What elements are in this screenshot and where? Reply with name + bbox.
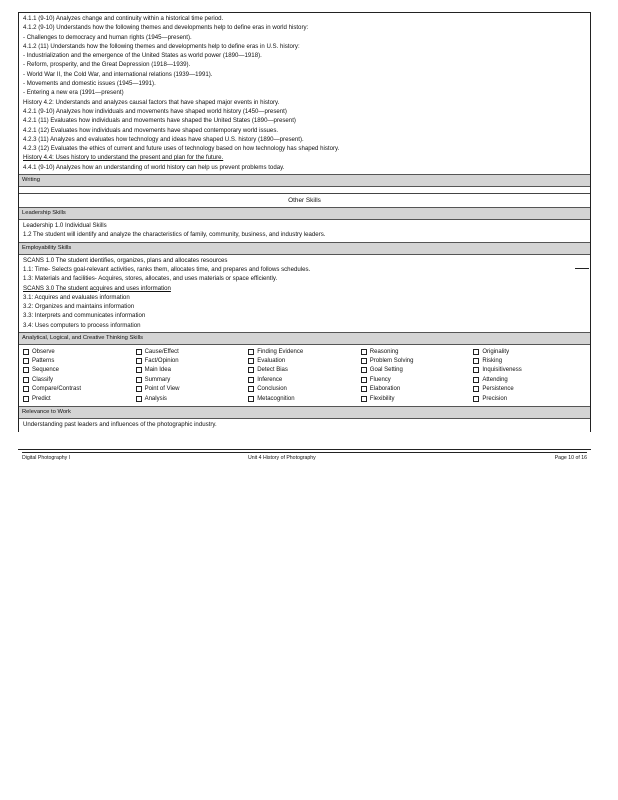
employability-standard-line: 3.4: Uses computers to process information — [23, 321, 141, 329]
history-standard-line: - Entering a new era (1991—present) — [23, 89, 124, 97]
employability-band: Employability Skills — [19, 242, 590, 255]
checklist-item-label: Point of View — [144, 386, 180, 393]
page-footer — [22, 452, 587, 463]
employability-section — [19, 255, 590, 332]
leadership-standard-line: Leadership 1.0 Individual Skills — [23, 222, 107, 230]
employability-standard-line: SCANS 1.0 The student identifies, organizes, plans and allocates resources — [23, 256, 228, 264]
checklist-item-label: Originality — [482, 348, 510, 355]
checklist-item-label: Main Idea — [144, 367, 171, 374]
checkbox[interactable] — [361, 386, 367, 392]
checklist-item-label: Problem Solving — [369, 358, 414, 365]
checkbox[interactable] — [248, 367, 254, 373]
checklist-item[interactable] — [248, 375, 361, 384]
checklist-item[interactable] — [136, 356, 249, 365]
checklist-item-label: Reasoning — [369, 348, 399, 355]
checklist-item[interactable] — [248, 356, 361, 365]
checklist-item-label: Summary — [144, 376, 171, 383]
checklist-item[interactable] — [248, 347, 361, 356]
checklist-item[interactable] — [136, 394, 249, 403]
checkbox[interactable] — [473, 386, 479, 392]
leadership-section — [19, 220, 590, 242]
history-standard-line: 4.2.1 (12) Evaluates how individuals and movements have shaped contemporary world issues. — [23, 126, 279, 134]
checkbox[interactable] — [136, 349, 142, 355]
checklist-item-label: Analysis — [144, 395, 167, 402]
checkbox[interactable] — [136, 367, 142, 373]
checklist-item-label: Metacognition — [257, 395, 295, 402]
checklist-item[interactable] — [361, 394, 474, 403]
checkbox[interactable] — [361, 396, 367, 402]
checklist-item-label: Cause/Effect — [144, 348, 179, 355]
history-standard-line: History 4.4: Uses history to understand the present and plan for the future. — [23, 154, 224, 162]
checkbox[interactable] — [248, 396, 254, 402]
checkbox[interactable] — [248, 349, 254, 355]
footer-page-number: Page 10 of 16 — [554, 455, 587, 461]
checklist-item[interactable] — [136, 347, 249, 356]
checkbox[interactable] — [361, 358, 367, 364]
checklist-item-label: Precision — [482, 395, 508, 402]
checklist-item-label: Observe — [32, 348, 55, 355]
employability-standard-line: 3.1: Acquires and evaluates information — [23, 293, 130, 301]
relevance-band: Relevance to Work — [19, 406, 590, 419]
thinking-skills-band: Analytical, Logical, and Creative Thinking Skills — [19, 332, 590, 345]
checkbox[interactable] — [473, 367, 479, 373]
history-standard-line: 4.4.1 (9-10) Analyzes how an understanding of world history can help us prevent problems today. — [23, 163, 285, 171]
employability-standard-line: 1.1: Time- Selects goal-relevant activities, ranks them, allocates time, and prepares and follows schedules. — [23, 265, 311, 273]
checkbox[interactable] — [23, 367, 29, 373]
checklist-item-label: Attending — [482, 376, 508, 383]
history-standard-line: 4.2.3 (11) Analyzes and evaluates how technology and ideas have shaped U.S. history (1890—present). — [23, 135, 304, 143]
employability-standard-line: 3.2: Organizes and maintains information — [23, 303, 135, 311]
checklist-item-label: Compare/Contrast — [32, 386, 82, 393]
checklist-item[interactable] — [473, 385, 586, 394]
checklist-item[interactable] — [23, 347, 136, 356]
checklist-item-label: Detect Bias — [257, 367, 288, 374]
checklist-item[interactable] — [136, 375, 249, 384]
writing-band: Writing — [19, 174, 590, 187]
checkbox[interactable] — [248, 377, 254, 383]
checkbox[interactable] — [23, 358, 29, 364]
checkbox[interactable] — [361, 377, 367, 383]
checklist-item[interactable] — [248, 385, 361, 394]
checklist-item[interactable] — [473, 347, 586, 356]
checklist-item[interactable] — [23, 356, 136, 365]
checklist-item-label: Fact/Opinion — [144, 358, 179, 365]
checklist-item[interactable] — [23, 385, 136, 394]
checkbox[interactable] — [361, 349, 367, 355]
history-standard-line: 4.2.1 (11) Evaluates how individuals and movements have shaped the United States (1890—present) — [23, 117, 296, 125]
history-standard-line: - Reform, prosperity, and the Great Depression (1918—1939). — [23, 61, 191, 69]
checklist-item-label: Inference — [257, 376, 283, 383]
checklist-item-label: Elaboration — [369, 386, 401, 393]
history-standard-line: - Challenges to democracy and human rights (1945—present). — [23, 33, 192, 41]
leadership-standard-line: 1.2 The student will identify and analyze the characteristics of family, community, business, and industry leaders. — [23, 231, 326, 239]
checkbox[interactable] — [136, 396, 142, 402]
history-standard-line: 4.2.3 (12) Evaluates the ethics of current and future uses of technology based on how technology has shaped history. — [23, 145, 340, 153]
history-standard-line: 4.1.1 (9-10) Analyzes change and continuity within a historical time period. — [23, 15, 224, 22]
checklist-item[interactable] — [23, 394, 136, 403]
checklist-item-label: Inquisitiveness — [482, 367, 522, 374]
checklist-item-label: Flexibility — [369, 395, 395, 402]
history-standard-line: - Movements and domestic issues (1945—1991). — [23, 80, 156, 88]
history-standard-line: 4.1.2 (9-10) Understands how the following themes and developments help to define eras in world history: — [23, 24, 309, 32]
checklist-item[interactable] — [361, 385, 474, 394]
checkbox[interactable] — [136, 386, 142, 392]
checklist-item[interactable] — [361, 375, 474, 384]
other-skills-title: Other Skills — [19, 193, 590, 207]
checklist-item-label: Goal Setting — [369, 367, 403, 374]
checklist-item-label: Fluency — [369, 376, 391, 383]
employability-standard-line: 3.3: Interprets and communicates information — [23, 312, 146, 320]
checkbox[interactable] — [23, 377, 29, 383]
checkbox[interactable] — [473, 349, 479, 355]
checkbox[interactable] — [23, 386, 29, 392]
checklist-item-label: Classify — [32, 376, 54, 383]
footer-unit: Unit 4 History of Photography — [248, 455, 316, 461]
checklist-item-label: Risking — [482, 358, 503, 365]
history-standard-line: - World War II, the Cold War, and international relations (1939—1991). — [23, 70, 213, 78]
leadership-band: Leadership Skills — [19, 207, 590, 220]
checklist-item-label: Persistence — [482, 386, 514, 393]
thinking-skills-checklist — [19, 345, 590, 406]
divider-tick — [575, 268, 589, 269]
checklist-item[interactable] — [473, 394, 586, 403]
checkbox[interactable] — [473, 358, 479, 364]
checklist-item-label: Conclusion — [257, 386, 287, 393]
checklist-item[interactable] — [361, 366, 474, 375]
checkbox[interactable] — [23, 349, 29, 355]
history-standard-line: - Industrialization and the emergence of the United States as world power (1890—1918). — [23, 52, 262, 60]
checkbox[interactable] — [361, 367, 367, 373]
checklist-item[interactable] — [23, 366, 136, 375]
checklist-item-label: Patterns — [32, 358, 55, 365]
checkbox[interactable] — [248, 386, 254, 392]
checklist-item[interactable] — [23, 375, 136, 384]
standards-document — [18, 12, 591, 432]
checklist-item[interactable] — [473, 366, 586, 375]
history-standard-line: 4.2.1 (9-10) Analyzes how individuals and movements have shaped world history (1450—present) — [23, 107, 287, 115]
checklist-item[interactable] — [248, 394, 361, 403]
relevance-text: Understanding past leaders and influences of the photographic industry. — [23, 421, 217, 429]
checklist-item-label: Finding Evidence — [257, 348, 304, 355]
checkbox[interactable] — [473, 377, 479, 383]
checklist-item-label: Predict — [32, 395, 51, 402]
checklist-item[interactable] — [136, 385, 249, 394]
checklist-item-label: Evaluation — [257, 358, 286, 365]
history-standard-line: 4.1.2 (11) Understands how the following themes and developments help to define eras in U.S. history: — [23, 42, 300, 50]
checkbox[interactable] — [248, 358, 254, 364]
checkbox[interactable] — [23, 396, 29, 402]
history-standard-line: History 4.2: Understands and analyzes causal factors that have shaped major events in history. — [23, 98, 280, 106]
checklist-item[interactable] — [248, 366, 361, 375]
checkbox[interactable] — [473, 396, 479, 402]
checklist-item[interactable] — [136, 366, 249, 375]
document-bottom-rule — [18, 449, 591, 450]
checklist-item[interactable] — [361, 347, 474, 356]
checkbox[interactable] — [136, 377, 142, 383]
employability-standard-line: 1.3: Materials and facilities- Acquires, stores, allocates, and uses materials or space efficiently. — [23, 275, 278, 283]
checklist-item[interactable] — [473, 356, 586, 365]
footer-course: Digital Photography I — [22, 455, 71, 461]
checklist-item[interactable] — [473, 375, 586, 384]
history-standards-section — [19, 13, 590, 174]
employability-standard-line: SCANS 3.0 The student acquires and uses information — [23, 284, 171, 292]
checklist-item[interactable] — [361, 356, 474, 365]
checklist-item-label: Sequence — [32, 367, 60, 374]
checkbox[interactable] — [136, 358, 142, 364]
